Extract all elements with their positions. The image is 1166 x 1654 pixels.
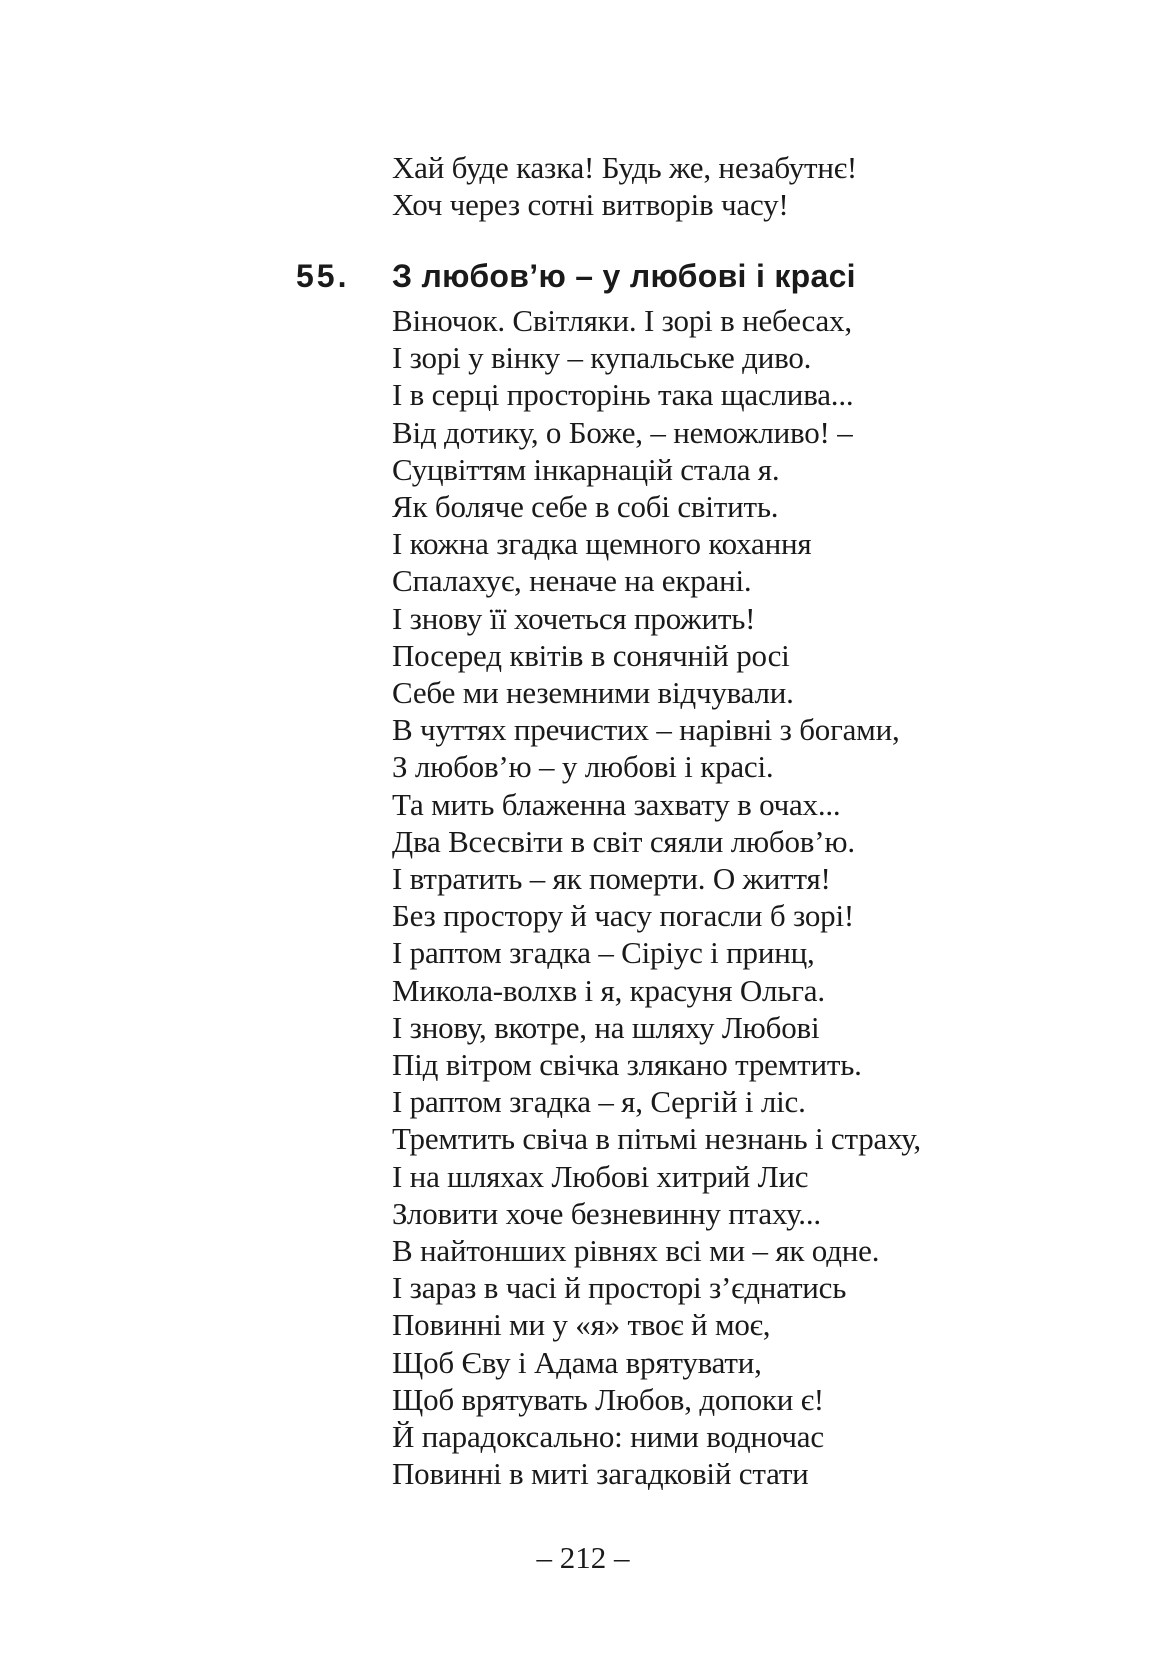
poem-line: Себе ми неземними відчували. bbox=[392, 675, 794, 711]
page-number: – 212 – bbox=[536, 1540, 630, 1575]
poem-line: Повинні в миті загадковій стати bbox=[392, 1456, 809, 1492]
poem-line: І на шляхах Любові хитрий Лис bbox=[392, 1158, 809, 1194]
poem-line: Тремтить свіча в пітьмі незнань і страху, bbox=[392, 1121, 921, 1157]
poem-line: Під вітром свічка злякано тремтить. bbox=[392, 1047, 862, 1083]
poem-line: Без простору й часу погасли б зорі! bbox=[392, 898, 854, 934]
poem-line: Щоб Єву і Адама врятувати, bbox=[392, 1344, 762, 1380]
poem-line: Два Всесвіти в світ сяяли любов’ю. bbox=[392, 823, 855, 859]
poem-line: І кожна згадка щемного кохання bbox=[392, 526, 812, 562]
poem-line: Щоб врятувать Любов, допоки є! bbox=[392, 1381, 824, 1417]
poem-line: Й парадоксально: ними водночас bbox=[392, 1419, 824, 1455]
poem-line: Хай буде казка! Будь же, незабутнє! bbox=[392, 150, 858, 185]
intro-stanza bbox=[392, 149, 857, 223]
poem-body bbox=[392, 302, 921, 1493]
poem-line: І раптом згадка – Сіріус і принц, bbox=[392, 935, 815, 971]
poem-line: І в серці просторінь така щаслива... bbox=[392, 377, 854, 413]
poem-line: Від дотику, о Боже, – неможливо! – bbox=[392, 414, 853, 450]
poem-line: З любов’ю – у любові і красі. bbox=[392, 749, 774, 785]
poem-line: Микола-волхв і я, красуня Ольга. bbox=[392, 972, 825, 1008]
poem-line: І зорі у вінку – купальське диво. bbox=[392, 340, 812, 376]
poem-line: В чуттях пречистих – нарівні з богами, bbox=[392, 712, 900, 748]
poem-line: І знову її хочеться прожить! bbox=[392, 600, 756, 636]
poem-line: І втратить – як померти. О життя! bbox=[392, 861, 831, 897]
poem-line: Спалахує, неначе на екрані. bbox=[392, 563, 752, 599]
poem-line: Хоч через сотні витворів часу! bbox=[392, 187, 789, 223]
poem-number: 55. bbox=[296, 258, 350, 294]
poem-line: Повинні ми у «я» твоє й моє, bbox=[392, 1307, 771, 1343]
poem-line: І зараз в часі й просторі з’єднатись bbox=[392, 1270, 847, 1306]
poem-line: І знову, вкотре, на шляху Любові bbox=[392, 1009, 820, 1045]
poem-line: Як боляче себе в собі світить. bbox=[392, 489, 779, 525]
poem-line: Суцвіттям інкарнацій стала я. bbox=[392, 451, 780, 487]
poem-line: Віночок. Світляки. І зорі в небесах, bbox=[392, 303, 852, 338]
poem-line: Зловити хоче безневинну птаху... bbox=[392, 1195, 821, 1231]
poem-line: Та мить блаженна захвату в очах... bbox=[392, 786, 841, 822]
poem-line: Посеред квітів в сонячній росі bbox=[392, 637, 790, 673]
poem-line: В найтонших рівнях всі ми – як одне. bbox=[392, 1233, 880, 1269]
poem-line: І раптом згадка – я, Сергій і ліс. bbox=[392, 1084, 806, 1120]
poem-title: З любов’ю – у любові і красі bbox=[392, 258, 856, 294]
